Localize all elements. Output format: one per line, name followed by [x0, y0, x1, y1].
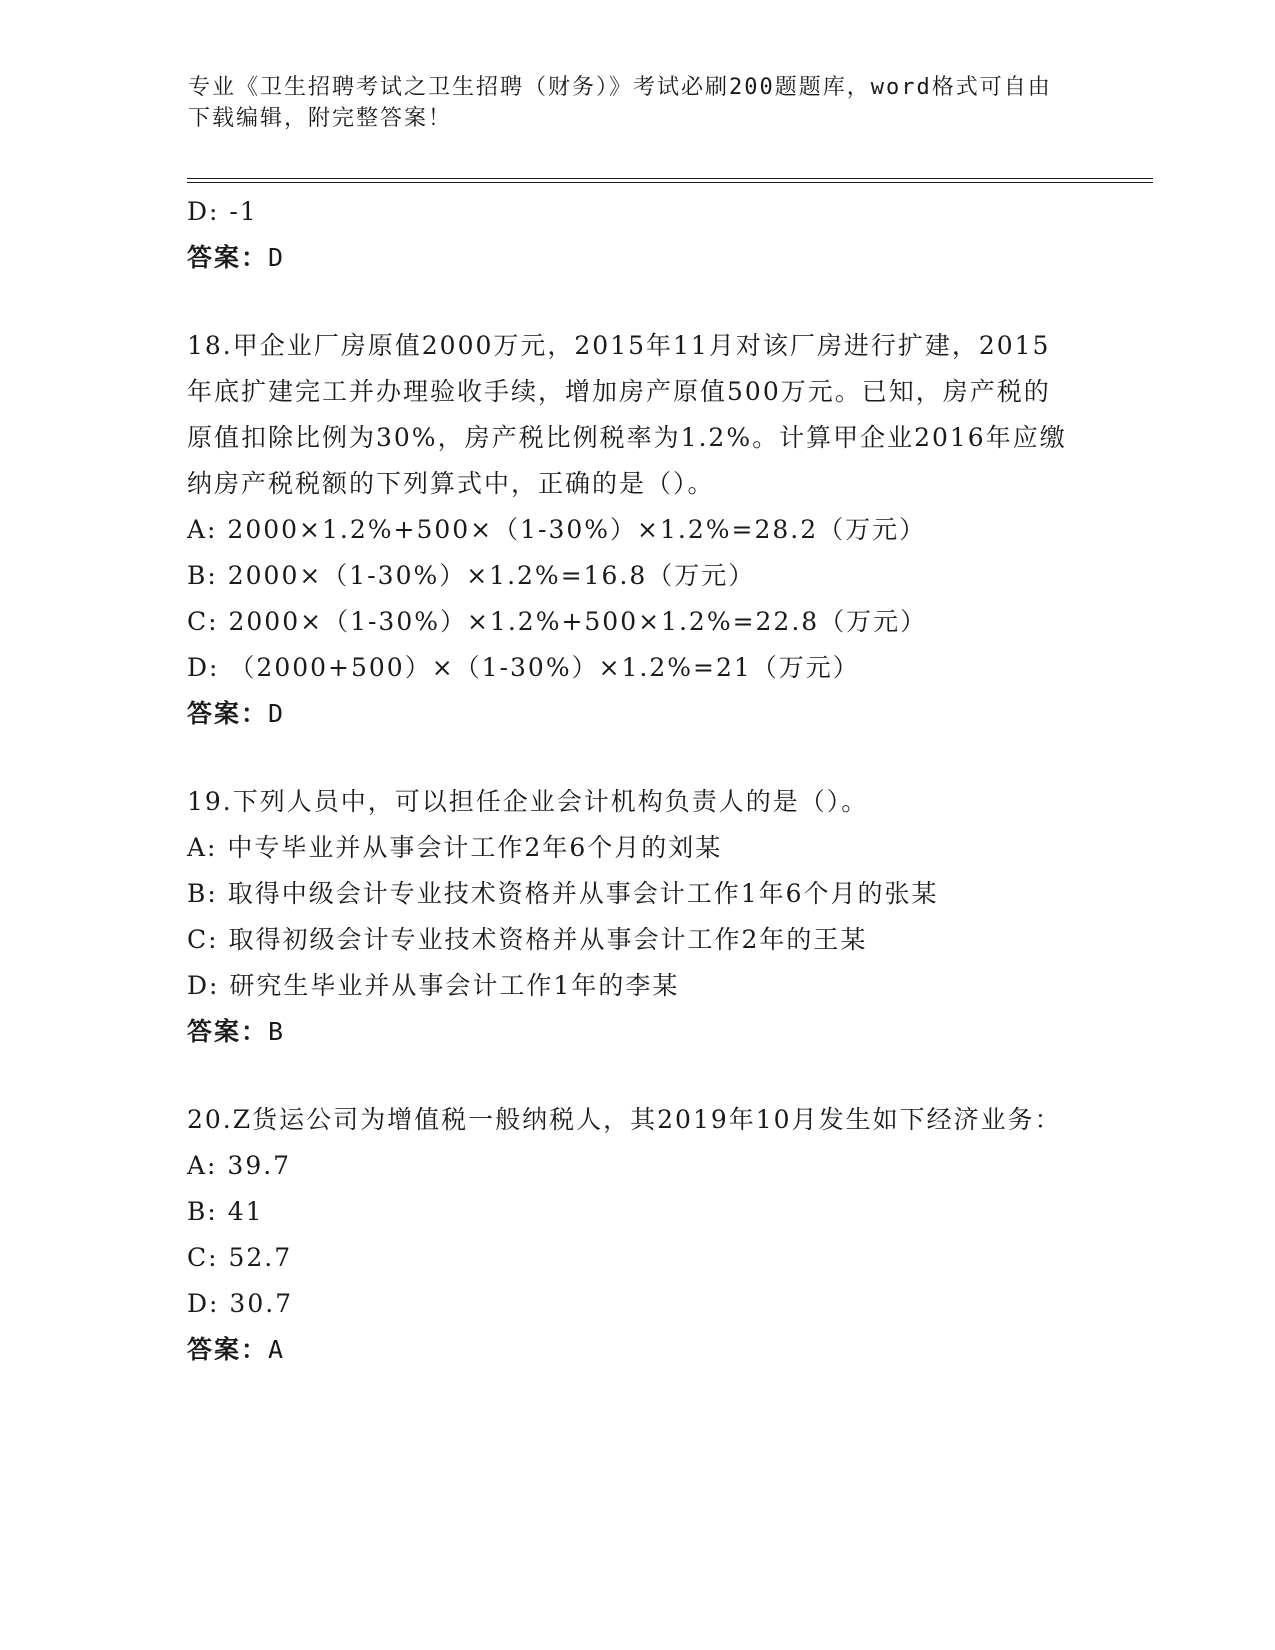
document-header	[188, 72, 1068, 134]
answer-line	[187, 1327, 1087, 1373]
document-title: 专业《卫生招聘考试之卫生招聘（财务）》考试必刷200题题库，word格式可自由下载编辑，附完整答案！	[188, 75, 1052, 131]
answer-label: 答案：	[187, 699, 269, 728]
answer-line	[187, 1009, 1087, 1055]
question-text: 20.Z货运公司为增值税一般纳税人，其2019年10月发生如下经济业务：	[187, 1105, 1062, 1134]
option-d: D: -1	[187, 197, 258, 226]
option-a: A: 2000×1.2%+500×（1-30%）×1.2%=28.2（万元）	[187, 515, 927, 544]
spacer	[187, 281, 1087, 323]
answer-value: D	[268, 699, 286, 728]
question-18	[187, 323, 1087, 737]
spacer	[187, 737, 1087, 779]
option-d: D: 研究生毕业并从事会计工作1年的李某	[187, 971, 680, 1000]
answer-value: D	[268, 243, 286, 272]
question-text: 19.下列人员中，可以担任企业会计机构负责人的是（）。	[187, 787, 869, 816]
option-d: D: 30.7	[187, 1289, 294, 1318]
header-divider-bottom	[187, 182, 1153, 183]
question-20	[187, 1097, 1087, 1373]
option-b: B: 41	[187, 1197, 264, 1226]
answer-label: 答案：	[187, 1017, 269, 1046]
header-divider-top	[187, 178, 1153, 179]
spacer	[187, 1055, 1087, 1097]
answer-line	[187, 691, 1087, 737]
answer-line	[187, 235, 1087, 281]
option-b: B: 取得中级会计专业技术资格并从事会计工作1年6个月的张某	[187, 879, 939, 908]
option-a: A: 39.7	[187, 1151, 292, 1180]
answer-label: 答案：	[187, 1335, 269, 1364]
question-text: 18.甲企业厂房原值2000万元，2015年11月对该厂房进行扩建，2015年底扩建完工并办理验收手续，增加房产原值500万元。已知，房产税的原值扣除比例为30%，房产税比例税率为1.2%。计算甲企业2016年应缴纳房产税税额的下列算式中，正确的是（）。	[187, 331, 1067, 498]
answer-value: A	[268, 1335, 286, 1364]
document-body	[187, 189, 1087, 1373]
answer-value: B	[268, 1017, 286, 1046]
option-c: C: 取得初级会计专业技术资格并从事会计工作2年的王某	[187, 925, 868, 954]
answer-label: 答案：	[187, 243, 269, 272]
option-b: B: 2000×（1-30%）×1.2%=16.8（万元）	[187, 561, 756, 590]
option-d: D: （2000+500）×（1-30%）×1.2%=21（万元）	[187, 653, 860, 682]
option-c: C: 2000×（1-30%）×1.2%+500×1.2%=22.8（万元）	[187, 607, 928, 636]
option-a: A: 中专毕业并从事会计工作2年6个月的刘某	[187, 833, 723, 862]
option-c: C: 52.7	[187, 1243, 293, 1272]
question-19	[187, 779, 1087, 1055]
